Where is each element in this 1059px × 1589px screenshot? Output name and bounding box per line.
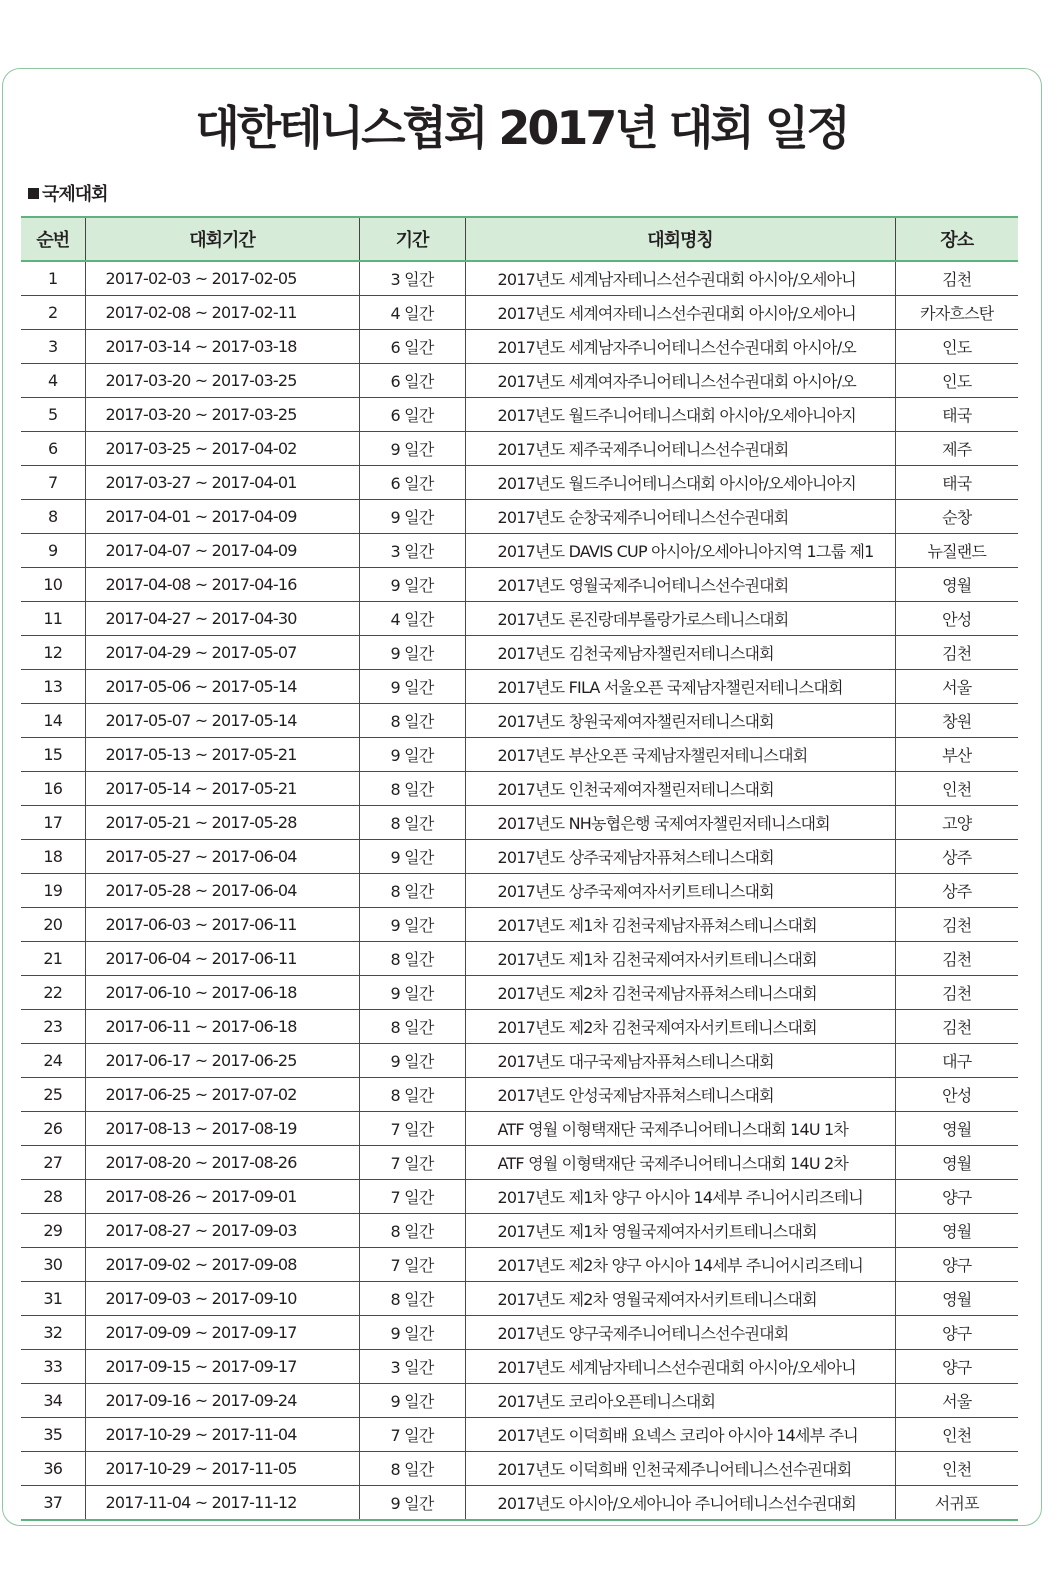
cell-venue: 김천	[895, 908, 1018, 942]
cell-period: 2017-04-27 ~ 2017-04-30	[85, 602, 359, 636]
cell-venue: 서울	[895, 670, 1018, 704]
cell-period: 2017-05-14 ~ 2017-05-21	[85, 772, 359, 806]
cell-period: 2017-05-27 ~ 2017-06-04	[85, 840, 359, 874]
cell-duration: 9 일간	[359, 1044, 465, 1078]
cell-event-name: 2017년도 영월국제주니어테니스선수권대회	[465, 568, 895, 602]
cell-number: 2	[21, 296, 85, 330]
cell-period: 2017-09-16 ~ 2017-09-24	[85, 1384, 359, 1418]
table-row	[21, 874, 1018, 908]
cell-number: 34	[21, 1384, 85, 1418]
table-row	[21, 261, 1018, 296]
cell-venue: 태국	[895, 398, 1018, 432]
cell-number: 27	[21, 1146, 85, 1180]
cell-venue: 대구	[895, 1044, 1018, 1078]
cell-event-name: 2017년도 세계남자테니스선수권대회 아시아/오세아니	[465, 261, 895, 296]
section-label: 국제대회	[42, 184, 108, 205]
cell-event-name: 2017년도 월드주니어테니스대회 아시아/오세아니아지	[465, 398, 895, 432]
cell-duration: 9 일간	[359, 670, 465, 704]
cell-venue: 상주	[895, 874, 1018, 908]
table-row	[21, 1452, 1018, 1486]
cell-duration: 4 일간	[359, 602, 465, 636]
cell-venue: 안성	[895, 602, 1018, 636]
cell-number: 20	[21, 908, 85, 942]
table-row	[21, 976, 1018, 1010]
square-bullet-icon	[28, 188, 39, 199]
cell-event-name: 2017년도 세계여자주니어테니스선수권대회 아시아/오	[465, 364, 895, 398]
cell-duration: 9 일간	[359, 1486, 465, 1521]
cell-venue: 부산	[895, 738, 1018, 772]
cell-venue: 영월	[895, 1146, 1018, 1180]
cell-period: 2017-06-04 ~ 2017-06-11	[85, 942, 359, 976]
table-row	[21, 908, 1018, 942]
table-row	[21, 772, 1018, 806]
cell-event-name: 2017년도 세계남자테니스선수권대회 아시아/오세아니	[465, 1350, 895, 1384]
cell-event-name: 2017년도 코리아오픈테니스대회	[465, 1384, 895, 1418]
cell-number: 10	[21, 568, 85, 602]
table-row	[21, 704, 1018, 738]
table-row	[21, 1044, 1018, 1078]
cell-event-name: 2017년도 NH농협은행 국제여자챌린저테니스대회	[465, 806, 895, 840]
cell-venue: 김천	[895, 261, 1018, 296]
cell-number: 30	[21, 1248, 85, 1282]
cell-venue: 양구	[895, 1248, 1018, 1282]
schedule-table	[21, 216, 1018, 1521]
cell-duration: 9 일간	[359, 840, 465, 874]
cell-venue: 인천	[895, 1452, 1018, 1486]
cell-event-name: 2017년도 양구국제주니어테니스선수권대회	[465, 1316, 895, 1350]
cell-event-name: 2017년도 제2차 김천국제남자퓨쳐스테니스대회	[465, 976, 895, 1010]
cell-period: 2017-09-09 ~ 2017-09-17	[85, 1316, 359, 1350]
cell-venue: 서귀포	[895, 1486, 1018, 1521]
cell-period: 2017-08-20 ~ 2017-08-26	[85, 1146, 359, 1180]
cell-number: 6	[21, 432, 85, 466]
cell-duration: 8 일간	[359, 942, 465, 976]
cell-event-name: 2017년도 제주국제주니어테니스선수권대회	[465, 432, 895, 466]
table-row	[21, 806, 1018, 840]
cell-event-name: 2017년도 순창국제주니어테니스선수권대회	[465, 500, 895, 534]
cell-number: 36	[21, 1452, 85, 1486]
cell-number: 5	[21, 398, 85, 432]
cell-venue: 인천	[895, 772, 1018, 806]
cell-number: 9	[21, 534, 85, 568]
cell-period: 2017-09-15 ~ 2017-09-17	[85, 1350, 359, 1384]
cell-period: 2017-05-13 ~ 2017-05-21	[85, 738, 359, 772]
cell-duration: 9 일간	[359, 568, 465, 602]
cell-duration: 6 일간	[359, 398, 465, 432]
table-row	[21, 840, 1018, 874]
cell-venue: 영월	[895, 1282, 1018, 1316]
cell-duration: 7 일간	[359, 1248, 465, 1282]
cell-event-name: 2017년도 상주국제남자퓨쳐스테니스대회	[465, 840, 895, 874]
cell-number: 11	[21, 602, 85, 636]
cell-period: 2017-03-25 ~ 2017-04-02	[85, 432, 359, 466]
cell-venue: 인도	[895, 364, 1018, 398]
cell-period: 2017-04-01 ~ 2017-04-09	[85, 500, 359, 534]
cell-duration: 8 일간	[359, 772, 465, 806]
cell-duration: 4 일간	[359, 296, 465, 330]
table-row	[21, 636, 1018, 670]
column-header-number: 순번	[21, 217, 85, 261]
cell-period: 2017-09-03 ~ 2017-09-10	[85, 1282, 359, 1316]
cell-number: 16	[21, 772, 85, 806]
cell-period: 2017-06-11 ~ 2017-06-18	[85, 1010, 359, 1044]
cell-event-name: 2017년도 제1차 김천국제여자서키트테니스대회	[465, 942, 895, 976]
cell-period: 2017-05-21 ~ 2017-05-28	[85, 806, 359, 840]
cell-venue: 양구	[895, 1316, 1018, 1350]
cell-number: 8	[21, 500, 85, 534]
cell-duration: 9 일간	[359, 976, 465, 1010]
cell-period: 2017-03-20 ~ 2017-03-25	[85, 398, 359, 432]
cell-number: 25	[21, 1078, 85, 1112]
cell-period: 2017-06-03 ~ 2017-06-11	[85, 908, 359, 942]
cell-period: 2017-04-29 ~ 2017-05-07	[85, 636, 359, 670]
cell-period: 2017-08-27 ~ 2017-09-03	[85, 1214, 359, 1248]
cell-period: 2017-04-07 ~ 2017-04-09	[85, 534, 359, 568]
cell-venue: 영월	[895, 568, 1018, 602]
cell-event-name: 2017년도 대구국제남자퓨쳐스테니스대회	[465, 1044, 895, 1078]
cell-period: 2017-10-29 ~ 2017-11-05	[85, 1452, 359, 1486]
column-header-duration: 기간	[359, 217, 465, 261]
cell-period: 2017-03-20 ~ 2017-03-25	[85, 364, 359, 398]
cell-event-name: 2017년도 제2차 영월국제여자서키트테니스대회	[465, 1282, 895, 1316]
cell-period: 2017-08-26 ~ 2017-09-01	[85, 1180, 359, 1214]
cell-period: 2017-09-02 ~ 2017-09-08	[85, 1248, 359, 1282]
page-title: 대한테니스협회 2017년 대회 일정	[195, 101, 848, 155]
table-row	[21, 1418, 1018, 1452]
cell-number: 17	[21, 806, 85, 840]
cell-number: 32	[21, 1316, 85, 1350]
cell-number: 19	[21, 874, 85, 908]
cell-event-name: 2017년도 론진랑데부롤랑가로스테니스대회	[465, 602, 895, 636]
cell-event-name: 2017년도 상주국제여자서키트테니스대회	[465, 874, 895, 908]
cell-event-name: 2017년도 김천국제남자챌린저테니스대회	[465, 636, 895, 670]
cell-period: 2017-03-14 ~ 2017-03-18	[85, 330, 359, 364]
cell-period: 2017-11-04 ~ 2017-11-12	[85, 1486, 359, 1521]
cell-number: 15	[21, 738, 85, 772]
table-row	[21, 466, 1018, 500]
cell-venue: 김천	[895, 1010, 1018, 1044]
cell-duration: 8 일간	[359, 806, 465, 840]
cell-number: 13	[21, 670, 85, 704]
cell-venue: 김천	[895, 976, 1018, 1010]
cell-number: 29	[21, 1214, 85, 1248]
cell-event-name: 2017년도 인천국제여자챌린저테니스대회	[465, 772, 895, 806]
table-row	[21, 1350, 1018, 1384]
table-row	[21, 330, 1018, 364]
cell-number: 12	[21, 636, 85, 670]
cell-duration: 3 일간	[359, 534, 465, 568]
cell-event-name: 2017년도 제1차 김천국제남자퓨쳐스테니스대회	[465, 908, 895, 942]
cell-number: 21	[21, 942, 85, 976]
cell-duration: 9 일간	[359, 636, 465, 670]
cell-number: 37	[21, 1486, 85, 1521]
cell-event-name: 2017년도 안성국제남자퓨쳐스테니스대회	[465, 1078, 895, 1112]
cell-venue: 영월	[895, 1214, 1018, 1248]
table-row	[21, 500, 1018, 534]
table-row	[21, 296, 1018, 330]
cell-duration: 9 일간	[359, 738, 465, 772]
cell-number: 28	[21, 1180, 85, 1214]
table-row	[21, 364, 1018, 398]
cell-duration: 8 일간	[359, 874, 465, 908]
cell-duration: 9 일간	[359, 432, 465, 466]
cell-period: 2017-02-03 ~ 2017-02-05	[85, 261, 359, 296]
cell-event-name: 2017년도 세계여자테니스선수권대회 아시아/오세아니	[465, 296, 895, 330]
cell-venue: 태국	[895, 466, 1018, 500]
cell-venue: 서울	[895, 1384, 1018, 1418]
table-row	[21, 1248, 1018, 1282]
table-row	[21, 602, 1018, 636]
cell-duration: 6 일간	[359, 466, 465, 500]
cell-number: 23	[21, 1010, 85, 1044]
table-row	[21, 1316, 1018, 1350]
cell-duration: 9 일간	[359, 500, 465, 534]
cell-venue: 고양	[895, 806, 1018, 840]
cell-venue: 상주	[895, 840, 1018, 874]
cell-venue: 양구	[895, 1350, 1018, 1384]
section-heading	[28, 180, 108, 206]
table-row	[21, 1112, 1018, 1146]
cell-duration: 9 일간	[359, 1316, 465, 1350]
cell-number: 1	[21, 261, 85, 296]
table-body	[21, 261, 1018, 1520]
cell-venue: 창원	[895, 704, 1018, 738]
cell-period: 2017-06-17 ~ 2017-06-25	[85, 1044, 359, 1078]
cell-event-name: 2017년도 제2차 양구 아시아 14세부 주니어시리즈테니	[465, 1248, 895, 1282]
column-header-period: 대회기간	[85, 217, 359, 261]
cell-period: 2017-05-07 ~ 2017-05-14	[85, 704, 359, 738]
cell-duration: 7 일간	[359, 1146, 465, 1180]
cell-duration: 8 일간	[359, 1452, 465, 1486]
cell-event-name: 2017년도 이덕희배 인천국제주니어테니스선수권대회	[465, 1452, 895, 1486]
cell-duration: 9 일간	[359, 1384, 465, 1418]
cell-duration: 9 일간	[359, 908, 465, 942]
cell-period: 2017-06-10 ~ 2017-06-18	[85, 976, 359, 1010]
cell-duration: 8 일간	[359, 704, 465, 738]
cell-venue: 순창	[895, 500, 1018, 534]
cell-duration: 6 일간	[359, 364, 465, 398]
cell-venue: 김천	[895, 942, 1018, 976]
cell-number: 3	[21, 330, 85, 364]
cell-venue: 양구	[895, 1180, 1018, 1214]
cell-duration: 8 일간	[359, 1078, 465, 1112]
column-header-event-name: 대회명칭	[465, 217, 895, 261]
table-row	[21, 1010, 1018, 1044]
cell-duration: 6 일간	[359, 330, 465, 364]
cell-event-name: 2017년도 DAVIS CUP 아시아/오세아니아지역 1그룹 제1	[465, 534, 895, 568]
cell-duration: 3 일간	[359, 261, 465, 296]
cell-event-name: ATF 영월 이형택재단 국제주니어테니스대회 14U 1차	[465, 1112, 895, 1146]
table-row	[21, 432, 1018, 466]
cell-number: 22	[21, 976, 85, 1010]
cell-event-name: ATF 영월 이형택재단 국제주니어테니스대회 14U 2차	[465, 1146, 895, 1180]
table-row	[21, 1486, 1018, 1521]
cell-event-name: 2017년도 이덕희배 요넥스 코리아 아시아 14세부 주니	[465, 1418, 895, 1452]
table-header-row	[21, 217, 1018, 261]
table-row	[21, 1078, 1018, 1112]
cell-event-name: 2017년도 창원국제여자챌린저테니스대회	[465, 704, 895, 738]
cell-event-name: 2017년도 아시아/오세아니아 주니어테니스선수권대회	[465, 1486, 895, 1521]
table-row	[21, 738, 1018, 772]
cell-number: 35	[21, 1418, 85, 1452]
table-row	[21, 942, 1018, 976]
cell-event-name: 2017년도 부산오픈 국제남자챌린저테니스대회	[465, 738, 895, 772]
cell-duration: 8 일간	[359, 1010, 465, 1044]
cell-period: 2017-06-25 ~ 2017-07-02	[85, 1078, 359, 1112]
cell-event-name: 2017년도 제1차 영월국제여자서키트테니스대회	[465, 1214, 895, 1248]
cell-number: 4	[21, 364, 85, 398]
cell-period: 2017-05-28 ~ 2017-06-04	[85, 874, 359, 908]
table-row	[21, 670, 1018, 704]
cell-number: 14	[21, 704, 85, 738]
cell-duration: 7 일간	[359, 1112, 465, 1146]
cell-venue: 제주	[895, 432, 1018, 466]
cell-period: 2017-04-08 ~ 2017-04-16	[85, 568, 359, 602]
cell-venue: 영월	[895, 1112, 1018, 1146]
cell-venue: 인천	[895, 1418, 1018, 1452]
cell-venue: 안성	[895, 1078, 1018, 1112]
table-row	[21, 1282, 1018, 1316]
cell-event-name: 2017년도 제1차 양구 아시아 14세부 주니어시리즈테니	[465, 1180, 895, 1214]
cell-period: 2017-05-06 ~ 2017-05-14	[85, 670, 359, 704]
table-row	[21, 534, 1018, 568]
cell-duration: 7 일간	[359, 1180, 465, 1214]
cell-duration: 8 일간	[359, 1214, 465, 1248]
cell-venue: 김천	[895, 636, 1018, 670]
cell-period: 2017-03-27 ~ 2017-04-01	[85, 466, 359, 500]
cell-period: 2017-02-08 ~ 2017-02-11	[85, 296, 359, 330]
table-row	[21, 398, 1018, 432]
cell-period: 2017-08-13 ~ 2017-08-19	[85, 1112, 359, 1146]
cell-period: 2017-10-29 ~ 2017-11-04	[85, 1418, 359, 1452]
cell-event-name: 2017년도 월드주니어테니스대회 아시아/오세아니아지	[465, 466, 895, 500]
cell-event-name: 2017년도 제2차 김천국제여자서키트테니스대회	[465, 1010, 895, 1044]
table-row	[21, 1146, 1018, 1180]
cell-duration: 8 일간	[359, 1282, 465, 1316]
cell-venue: 카자흐스탄	[895, 296, 1018, 330]
cell-number: 33	[21, 1350, 85, 1384]
cell-event-name: 2017년도 세계남자주니어테니스선수권대회 아시아/오	[465, 330, 895, 364]
table-row	[21, 1180, 1018, 1214]
cell-duration: 3 일간	[359, 1350, 465, 1384]
column-header-venue: 장소	[895, 217, 1018, 261]
cell-number: 31	[21, 1282, 85, 1316]
cell-number: 24	[21, 1044, 85, 1078]
table-row	[21, 1214, 1018, 1248]
cell-duration: 7 일간	[359, 1418, 465, 1452]
table-row	[21, 1384, 1018, 1418]
cell-venue: 뉴질랜드	[895, 534, 1018, 568]
table-row	[21, 568, 1018, 602]
cell-number: 26	[21, 1112, 85, 1146]
cell-number: 7	[21, 466, 85, 500]
cell-number: 18	[21, 840, 85, 874]
cell-event-name: 2017년도 FILA 서울오픈 국제남자챌린저테니스대회	[465, 670, 895, 704]
cell-venue: 인도	[895, 330, 1018, 364]
